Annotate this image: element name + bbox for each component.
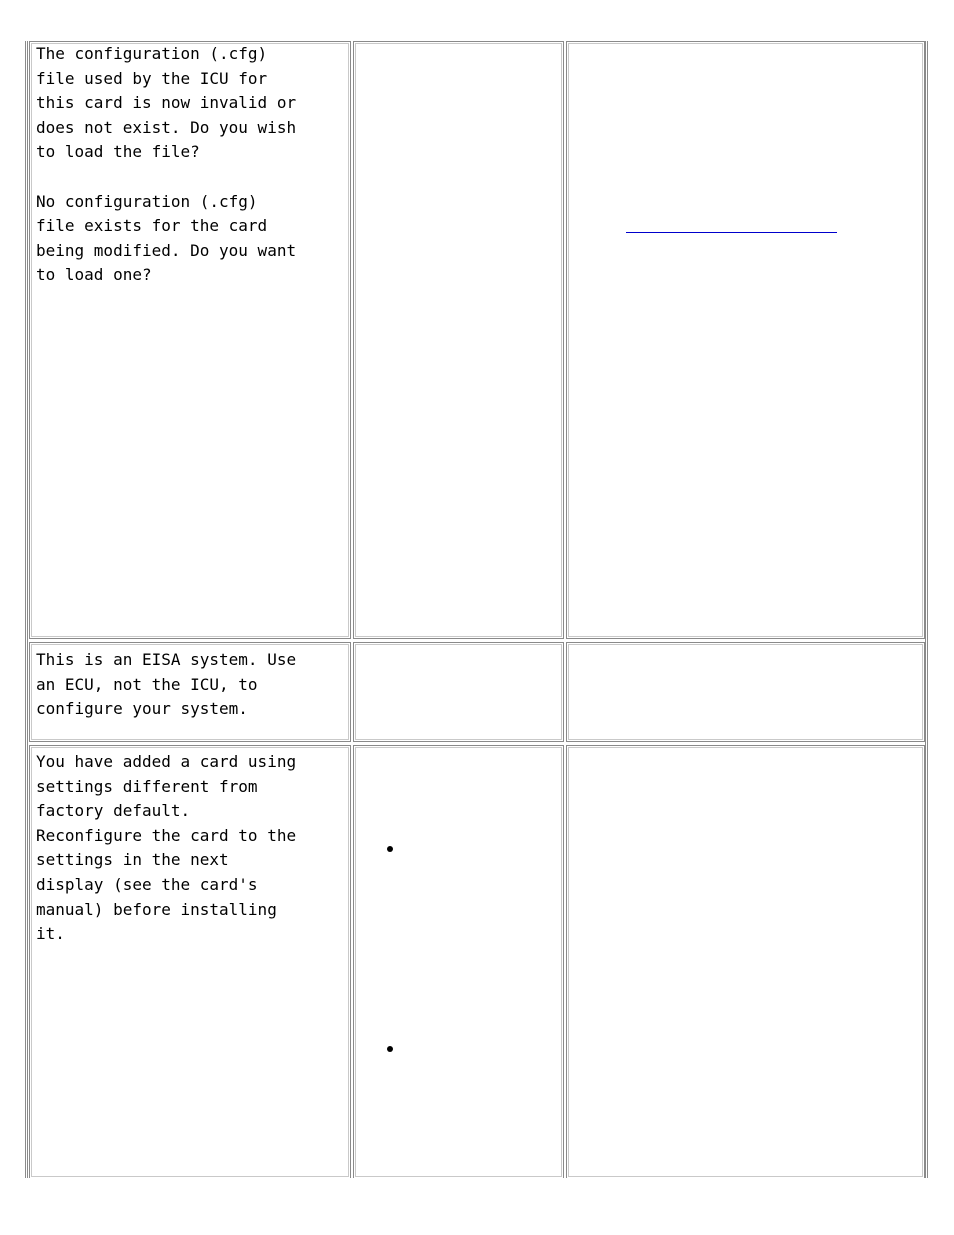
row1-middle-cell [353, 41, 564, 639]
row3-bullet-2 [387, 1046, 393, 1052]
row1-right-cell [566, 41, 925, 639]
table-border-right [925, 41, 928, 1178]
table-border-left [25, 41, 28, 1178]
row2-message-text: This is an EISA system. Use an ECU, not the ICU, to configure your system. [36, 650, 297, 719]
row3-message-text: You have added a card using settings different from factory default. Reconfigure the card to the settings in the next display (see the card's manual) before installing it. [36, 752, 297, 944]
row2-middle-cell [353, 642, 564, 742]
row1-link-underline[interactable] [626, 232, 837, 233]
row1-message-text: The configuration (.cfg) file used by the ICU for this card is now invalid or does not exist. Do you wish to load the file? No configuration (.cfg) file exists for the card being modified. Do you want to load one? [36, 44, 297, 285]
row3-right-cell [566, 745, 925, 1178]
row1-message-cell [29, 41, 351, 639]
row3-message-cell [29, 745, 351, 1178]
row3-middle-cell [353, 745, 564, 1178]
row2-message-cell [29, 642, 351, 742]
row2-right-cell [566, 642, 925, 742]
row3-bullet-1 [387, 846, 393, 852]
